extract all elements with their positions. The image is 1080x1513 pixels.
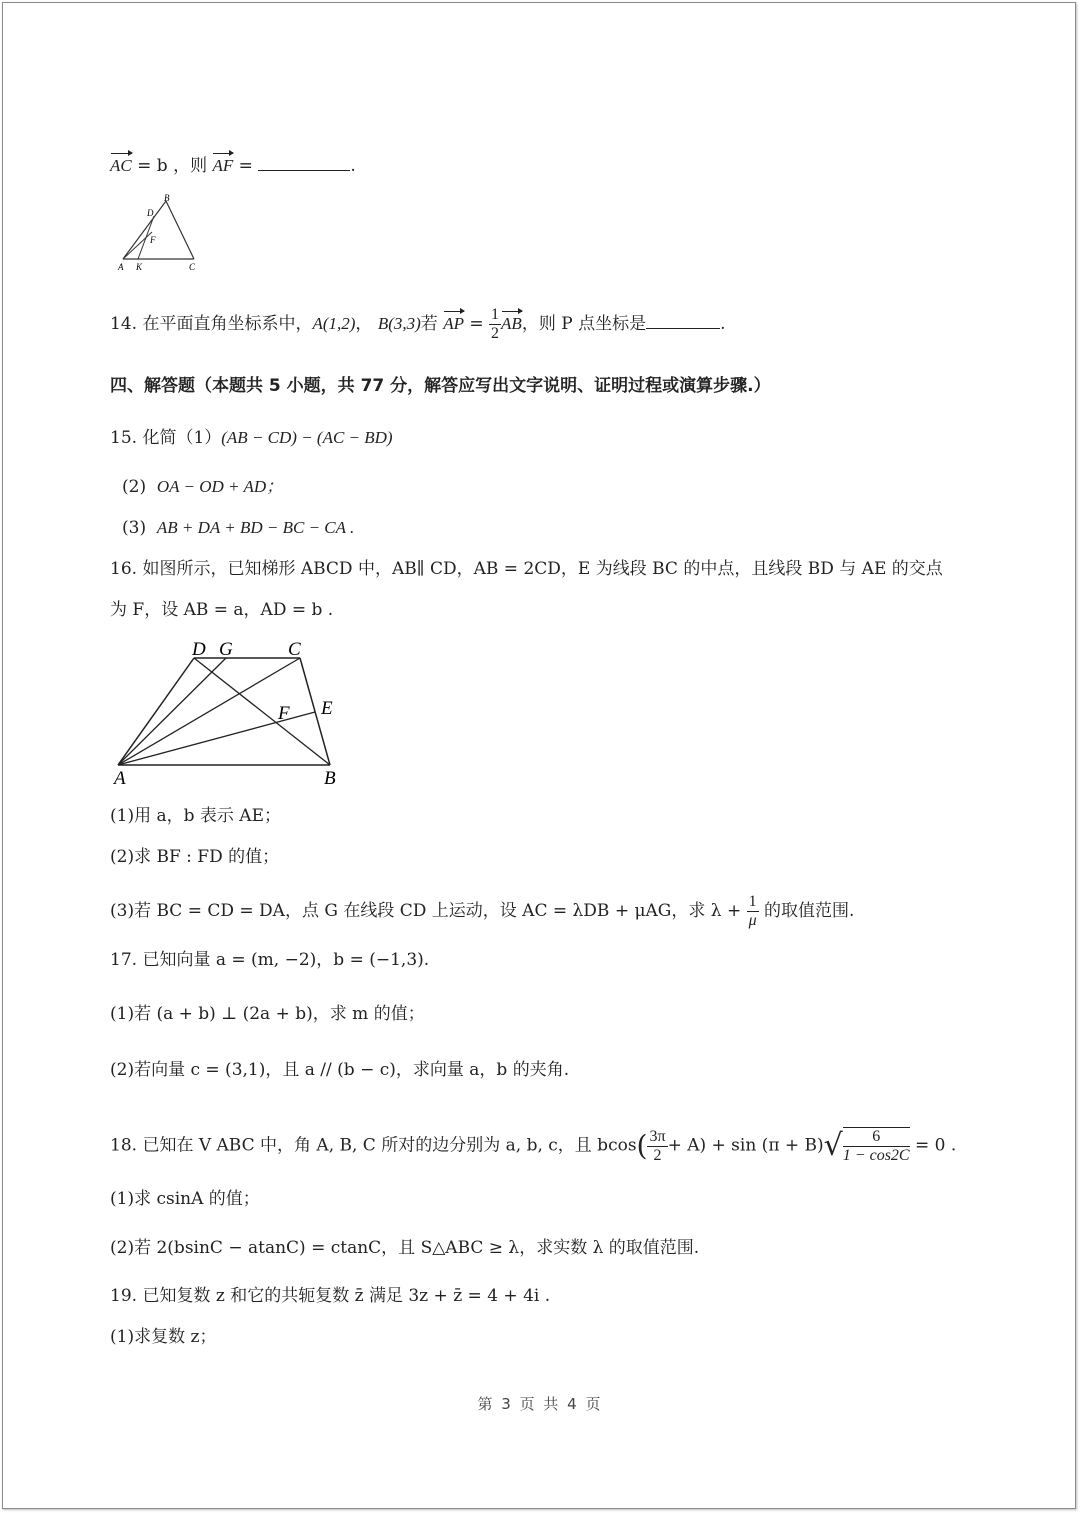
vec-ab: AB (501, 308, 522, 336)
q14-point-a: A(1,2) (312, 314, 356, 333)
q15-label: 15. 化简（1） (110, 428, 222, 448)
q14-end: . (720, 314, 726, 334)
q16-sub2: (2)求 BF : FD 的值； (110, 847, 280, 867)
vec-ac: AC (110, 150, 132, 178)
q16-sub3-end: 的取值范围. (758, 901, 855, 921)
q15-stem (110, 426, 393, 450)
frac-num: 3π (649, 1127, 666, 1145)
q15-part3-expr: AB + DA + BD − BC − CA . (156, 518, 355, 537)
frac-den: 1 − cos2C (842, 1147, 910, 1164)
q18-sub2: (2)若 2(bsinC − atanC) = ctanC，且 S△ABC ≥ λ，求实数 λ 的取值范围. (110, 1238, 700, 1258)
label-f: F (278, 703, 290, 724)
q18-line1: 18. 已知在 V ABC 中，角 A, B, C 所对的边分别为 a, b, c，且 bcos( $\frac{3\pi}{2}$ + A) + sin (π + B)√ $\frac{6}{1 - \cos 2C}$ = 0 . (110, 1127, 957, 1164)
trapezoid-figure (108, 634, 348, 790)
page-footer: 第 3 页 共 4 页 (477, 1395, 603, 1413)
q19-line1: 19. 已知复数 z 和它的共轭复数 z̄ 满足 3z + z̄ = 4 + 4i . (110, 1286, 551, 1306)
q13-end: . (350, 156, 356, 176)
section-heading: 四、解答题（本题共 5 小题，共 77 分，解答应写出文字说明、证明过程或演算步骤.） (110, 376, 771, 396)
q14-point-b: B(3,3) (377, 314, 421, 333)
q14-text1: 在平面直角坐标系中， (137, 314, 313, 334)
q14-text3: ，则 P 点坐标是 (521, 314, 647, 334)
vec-af: AF (212, 150, 233, 178)
frac-num: 1 (748, 893, 757, 910)
q14-frac (489, 306, 501, 343)
q18-text1: 18. 已知在 V ABC 中，角 A, B, C 所对的边分别为 a, b, c，且 bcos (110, 1135, 637, 1156)
label-a: A (118, 262, 124, 272)
q18-text2: + A) + sin (π + B) (667, 1135, 824, 1156)
label-g: G (219, 639, 233, 660)
q18-frac1 (647, 1128, 667, 1165)
q16-sub3-text: (3)若 BC = CD = DA，点 G 在线段 CD 上运动，设 AC = λDB + μAG，求 λ + (110, 901, 747, 921)
triangle-figure (112, 192, 212, 274)
q16-frac (747, 893, 759, 930)
answer-blank (646, 310, 720, 329)
q14-line: 14. 在平面直角坐标系中，A(1,2)， B(3,3)若 AP = $\frac{1}{2}$ AB，则 P 点坐标是 . (110, 306, 726, 342)
q18-text3: = 0 . (909, 1135, 957, 1156)
vec-ap: AP (443, 308, 464, 336)
q16-sub1: (1)用 a，b 表示 AE； (110, 806, 281, 826)
q17-sub2: (2)若向量 c = (3,1)，且 a // (b − c)，求向量 a，b 的夹角. (110, 1060, 570, 1080)
q13-mid: = b ，则 (131, 156, 213, 176)
q17-sub1: (1)若 (a + b) ⊥ (2a + b)，求 m 的值； (110, 1004, 425, 1024)
label-c: C (189, 262, 196, 272)
q18-sub1: (1)求 csinA 的值； (110, 1189, 260, 1209)
label-e: E (321, 698, 333, 719)
q15-part2 (122, 475, 283, 499)
q13-line (110, 150, 356, 178)
q16-line2: 为 F，设 AB = a，AD = b . (110, 600, 334, 620)
q16-sub3 (110, 893, 854, 930)
label-b: B (164, 193, 170, 203)
q15-part3-label: (3) (122, 518, 147, 538)
label-a: A (114, 768, 126, 789)
label-c: C (288, 639, 301, 660)
frac-den: 2 (653, 1146, 662, 1164)
q15-part2-expr: OA − OD + AD； (156, 477, 284, 496)
q19-sub1: (1)求复数 z； (110, 1327, 217, 1347)
label-b: B (324, 768, 336, 789)
label-k: K (136, 262, 143, 272)
q14-num: 14. (110, 314, 138, 334)
frac-num: 1 (491, 306, 500, 323)
frac-den: μ (748, 912, 757, 929)
q15-part1: (AB − CD) − (AC − BD) (221, 428, 393, 447)
answer-blank (258, 152, 350, 171)
q13-eq: = (233, 156, 259, 176)
q18-frac2 (843, 1127, 910, 1165)
q16-line1: 16. 如图所示，已知梯形 ABCD 中，AB∥ CD，AB = 2CD，E 为线段 BC 的中点，且线段 BD 与 AE 的交点 (110, 559, 943, 579)
label-d: D (192, 639, 206, 660)
q14-text2: 若 (420, 314, 444, 334)
label-d: D (147, 208, 154, 218)
q15-part3 (122, 516, 354, 540)
frac-den: 2 (491, 325, 500, 342)
q17-line1: 17. 已知向量 a = (m, −2)，b = (−1,3). (110, 950, 430, 970)
label-f: F (150, 235, 156, 245)
q15-part2-label: (2) (122, 477, 147, 497)
frac-num: 6 (843, 1128, 910, 1147)
